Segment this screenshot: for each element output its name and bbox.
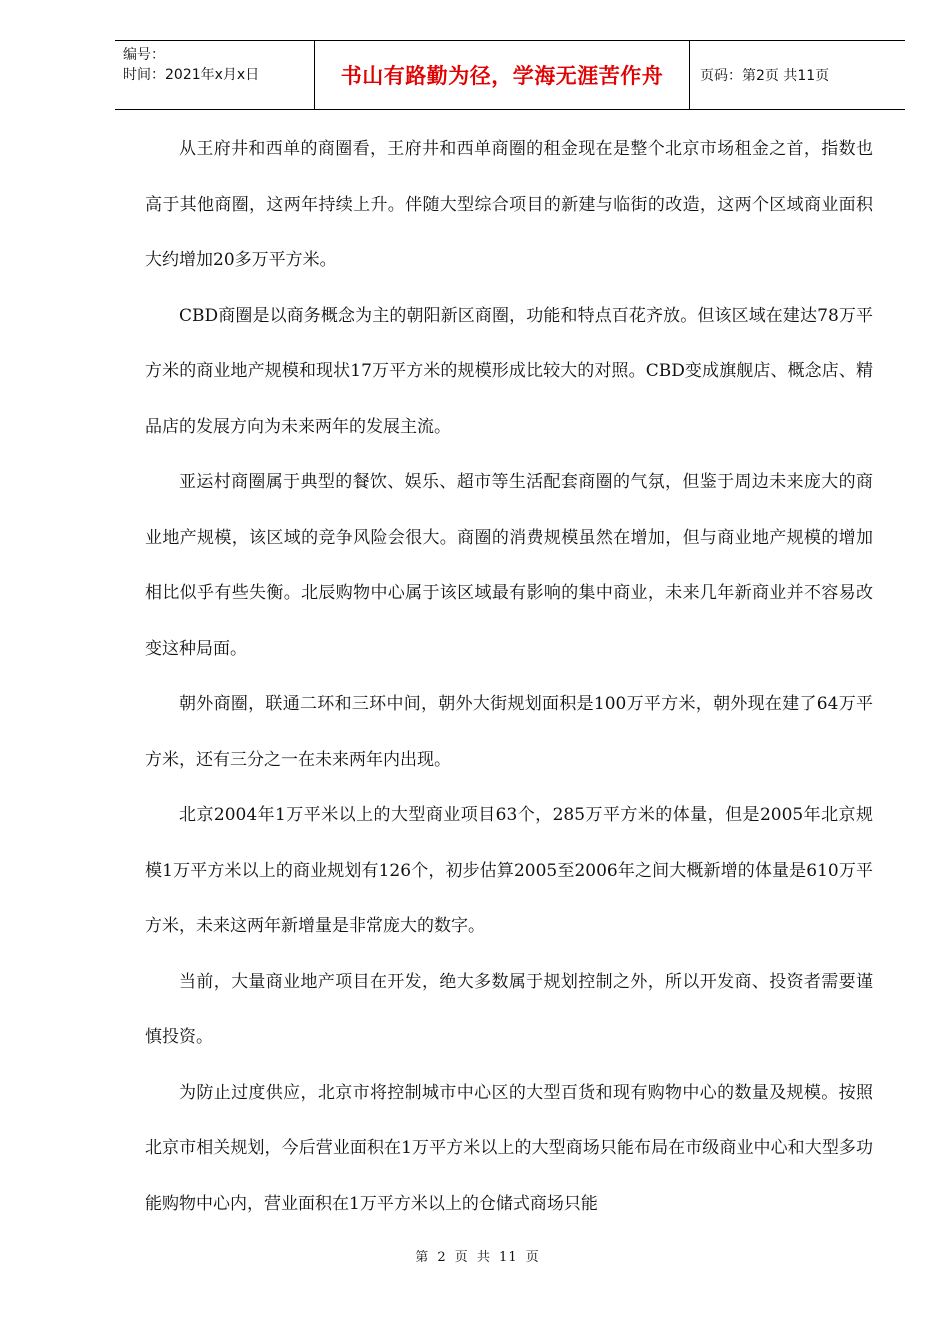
paragraph: CBD商圈是以商务概念为主的朝阳新区商圈，功能和特点百花齐放。但该区域在建达78万平方米的商业地产规模和现状17万平方米的规模形成比较大的对照。CBD变成旗舰店、概念店、精品店的发展方向为未来两年的发展主流。: [145, 305, 873, 437]
paragraph: 从王府井和西单的商圈看，王府井和西单商圈的租金现在是整个北京市场租金之首，指数也高于其他商圈，这两年持续上升。伴随大型综合项目的新建与临街的改造，这两个区域商业面积大约增加20多万平方米。: [145, 139, 873, 270]
document-body: [145, 122, 873, 1232]
document-number-label: 编号：: [123, 47, 165, 63]
page-footer: 第 2 页 共 11 页: [415, 1250, 540, 1265]
header-page-number: 页码：第2页 共11页: [700, 68, 830, 84]
document-date-label: 时间：2021年x月x日: [123, 67, 260, 83]
paragraph: 当前，大量商业地产项目在开发，绝大多数属于规划控制之外，所以开发商、投资者需要谨慎投资。: [145, 971, 873, 1047]
header-slogan: 书山有路勤为径，学海无涯苦作舟: [315, 41, 690, 109]
paragraph: 亚运村商圈属于典型的餐饮、娱乐、超市等生活配套商圈的气氛，但鉴于周边未来庞大的商业地产规模，该区域的竞争风险会很大。商圈的消费规模虽然在增加，但与商业地产规模的增加相比似乎有些失衡。北辰购物中心属于该区域最有影响的集中商业，未来几年新商业并不容易改变这种局面。: [145, 472, 873, 659]
header-meta: [115, 41, 315, 109]
paragraph: 朝外商圈，联通二环和三环中间，朝外大街规划面积是100万平方米，朝外现在建了64万平方米，还有三分之一在未来两年内出现。: [145, 694, 873, 770]
paragraph: 北京2004年1万平米以上的大型商业项目63个，285万平方米的体量，但是2005年北京规模1万平方米以上的商业规划有126个，初步估算2005至2006年之间大概新增的体量是610万平方米，未来这两年新增量是非常庞大的数字。: [145, 805, 873, 936]
page-header: [115, 40, 905, 110]
paragraph: 为防止过度供应，北京市将控制城市中心区的大型百货和现有购物中心的数量及规模。按照北京市相关规划，今后营业面积在1万平方米以上的大型商场只能布局在市级商业中心和大型多功能购物中心内，营业面积在1万平方米以上的仓储式商场只能: [145, 1082, 873, 1214]
